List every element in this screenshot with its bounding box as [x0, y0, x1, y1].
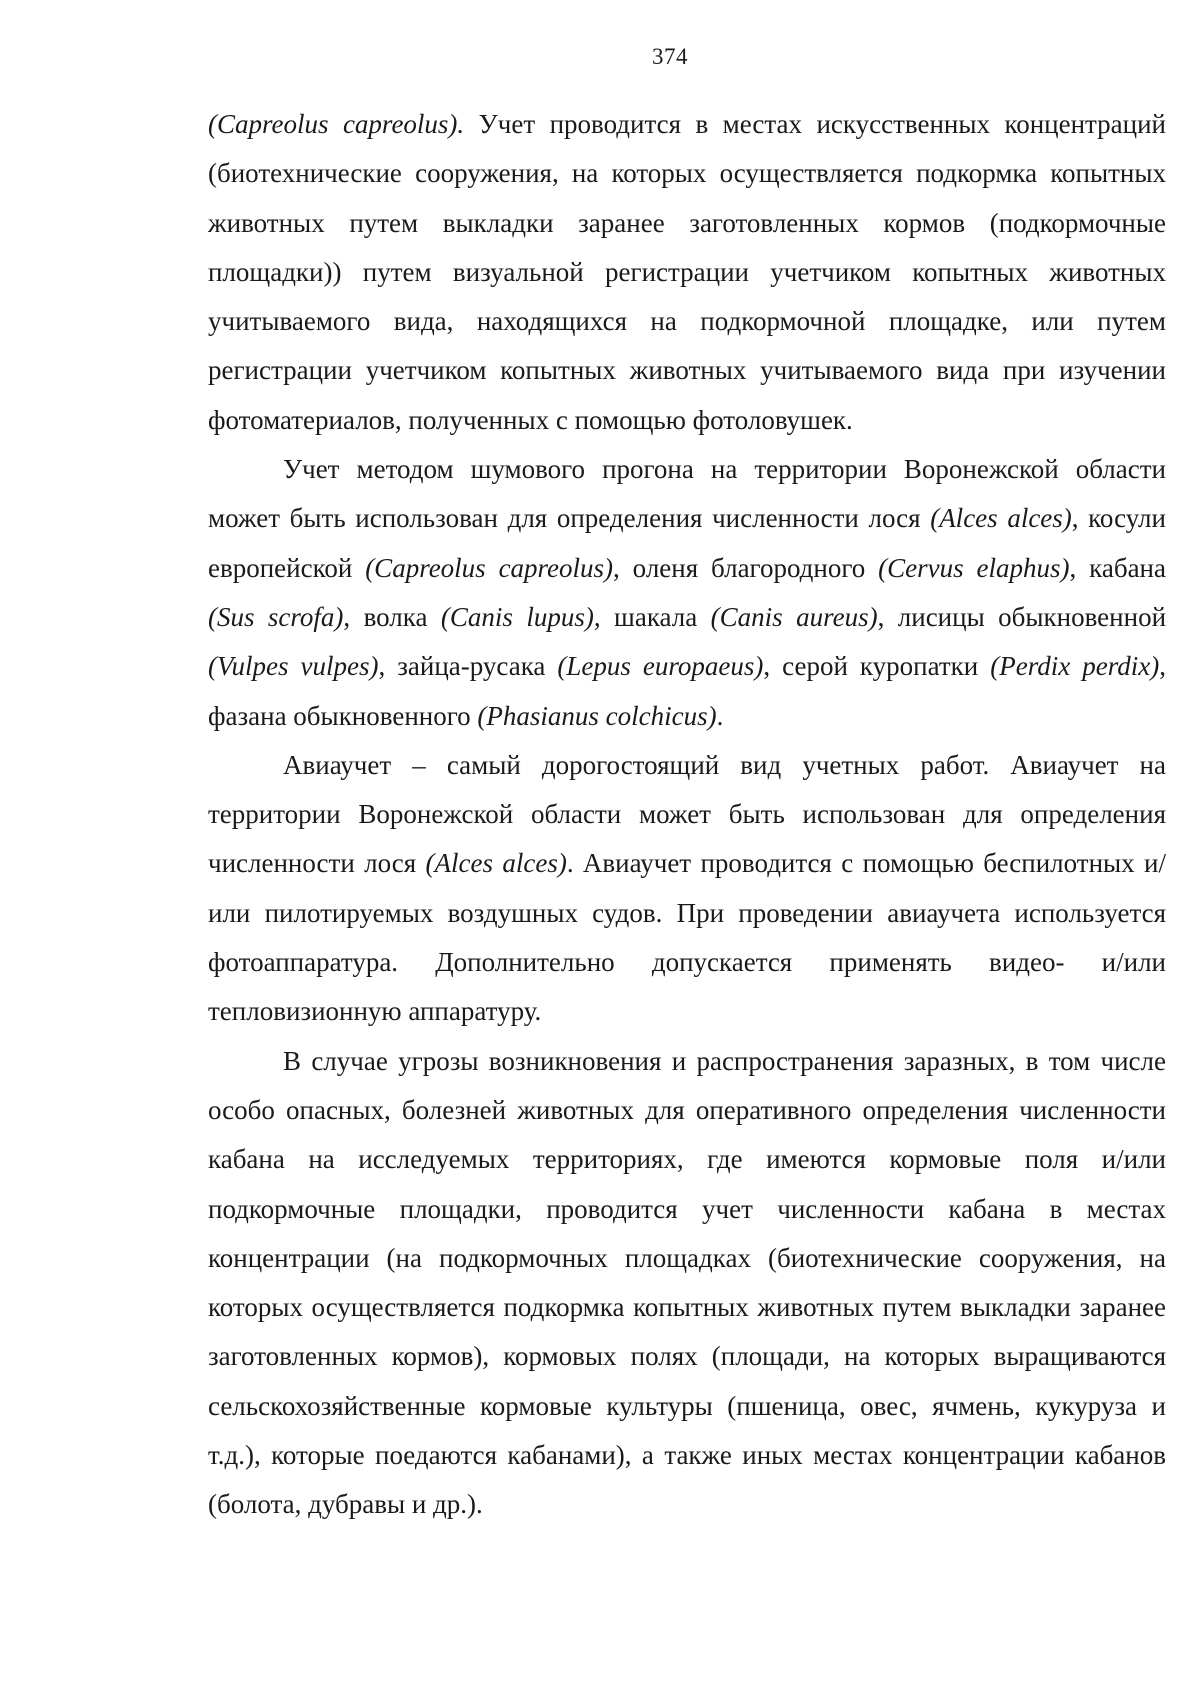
latin-species-name: (Vulpes vulpes) — [208, 651, 379, 682]
page-number: 374 — [652, 44, 688, 69]
latin-species-name: (Lepus europaeus) — [557, 651, 764, 682]
paragraph-3 — [208, 741, 1166, 1037]
text-run: , серой куропатки — [763, 651, 991, 682]
paragraph-4 — [208, 1037, 1166, 1530]
document-body — [208, 100, 1166, 1530]
text-run: , оленя благородного — [613, 552, 879, 583]
text-run: , фазана обыкновенного — [208, 651, 1166, 731]
text-run: В случае угрозы возникновения и распространения заразных, в том числе особо опасных, болезней животных для оперативного определения численности кабана на исследуемых территориях, где имеются кормовые поля и/или подкормочные площадки, проводится учет численности кабана в местах концентрации (на подкормочных площадках (биотехнические сооружения, на которых осуществляется подкормка копытных животных путем выкладки заранее заготовленных кормов), кормовых полях (площади, на которых выращиваются сельскохозяйственные кормовые культуры (пшеница, овес, ячмень, кукуруза и т.д.), которые поедаются кабанами), а также иных местах концентрации кабанов (болота, дубравы и др.). — [208, 1045, 1166, 1520]
text-run: Учет проводится в местах искусственных концентраций (биотехнические сооружения, на которых осуществляется подкормка копытных животных путем выкладки заранее заготовленных кормов (подкормочные площадки)) путем визуальной регистрации учетчиком копытных животных учитываемого вида, находящихся на подкормочной площадке, или путем регистрации учетчиком копытных животных учитываемого вида при изучении фотоматериалов, полученных с помощью фотоловушек. — [208, 109, 1166, 435]
text-run: , зайца-русака — [378, 651, 558, 682]
latin-species-name: (Alces alces) — [930, 503, 1072, 534]
latin-species-name: (Alces alces) — [425, 848, 567, 879]
text-run: . Авиаучет проводится с помощью беспилотных и/или пилотируемых воздушных судов. При проведении авиаучета используется фотоаппаратура. Дополнительно допускается применять видео- и/или тепловизионную аппаратуру. — [208, 848, 1166, 1027]
text-run: . — [716, 700, 724, 731]
latin-species-name: (Capreolus capreolus). — [208, 109, 465, 139]
latin-species-name: (Canis lupus) — [440, 601, 594, 632]
text-run: Учет методом шумового прогона на территории Воронежской области может быть использован для определения численности лося — [208, 454, 1166, 534]
text-run: , лисицы обыкновенной — [877, 601, 1167, 632]
latin-species-name: (Phasianus colchicus) — [477, 700, 717, 731]
latin-species-name: (Capreolus capreolus) — [365, 552, 614, 583]
text-run: , косули европейской — [208, 503, 1166, 583]
text-run: Авиаучет – самый дорогостоящий вид учетных работ. Авиаучет на территории Воронежской области может быть использован для определения численности лося — [208, 749, 1166, 879]
latin-species-name: (Canis aureus) — [710, 601, 878, 632]
latin-species-name: (Perdix perdix) — [990, 651, 1160, 682]
text-run: , волка — [343, 601, 441, 632]
paragraph-2 — [208, 445, 1166, 741]
text-run: , кабана — [1069, 552, 1166, 583]
text-run: , шакала — [593, 601, 711, 632]
paragraph-1 — [208, 100, 1166, 445]
latin-species-name: (Sus scrofa) — [208, 601, 344, 632]
latin-species-name: (Cervus elaphus) — [878, 552, 1070, 583]
